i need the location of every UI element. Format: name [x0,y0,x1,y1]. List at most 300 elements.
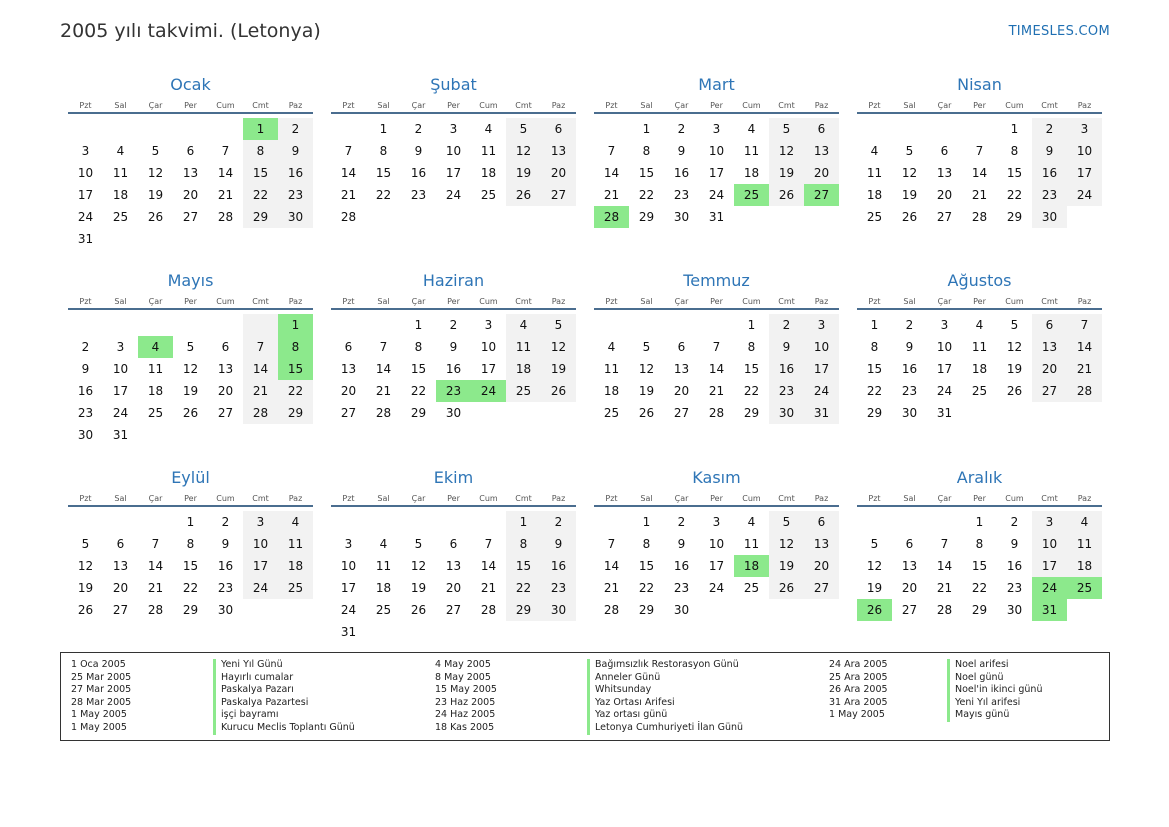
day-cell[interactable]: 5 [905,144,914,158]
day-cell[interactable]: 5 [506,118,541,140]
day-cell[interactable]: 17 [445,166,462,180]
day-cell[interactable]: 28 [340,210,357,224]
day-cell[interactable]: 17 [936,362,953,376]
day-cell[interactable]: 18 [147,384,164,398]
day-cell[interactable]: 6 [804,118,839,140]
day-cell[interactable]: 23 [217,581,234,595]
day-cell[interactable]: 19 [901,188,918,202]
day-cell[interactable]: 24 [445,188,462,202]
day-cell[interactable]: 6 [186,144,195,158]
day-cell[interactable]: 7 [151,537,160,551]
day-cell[interactable]: 8 [278,336,313,358]
day-cell[interactable]: 14 [1067,336,1102,358]
day-cell[interactable]: 6 [541,118,576,140]
day-cell[interactable]: 19 [182,384,199,398]
day-cell[interactable]: 5 [151,144,160,158]
day-cell[interactable]: 20 [1032,358,1067,380]
day-cell[interactable]: 2 [449,318,458,332]
day-cell[interactable]: 21 [971,188,988,202]
day-cell[interactable]: 5 [870,537,879,551]
day-cell[interactable]: 21 [1067,358,1102,380]
day-cell[interactable]: 28 [594,206,629,228]
day-cell[interactable]: 23 [77,406,94,420]
day-cell[interactable]: 24 [708,188,725,202]
day-cell[interactable]: 5 [769,511,804,533]
day-cell[interactable]: 24 [1067,184,1102,206]
day-cell[interactable]: 3 [243,511,278,533]
day-cell[interactable]: 23 [673,581,690,595]
day-cell[interactable]: 20 [673,384,690,398]
day-cell[interactable]: 11 [603,362,620,376]
day-cell[interactable]: 14 [603,166,620,180]
day-cell[interactable]: 7 [712,340,721,354]
day-cell[interactable]: 1 [414,318,423,332]
day-cell[interactable]: 30 [445,406,462,420]
day-cell[interactable]: 29 [638,210,655,224]
day-cell[interactable]: 29 [1006,210,1023,224]
day-cell[interactable]: 9 [278,140,313,162]
day-cell[interactable]: 13 [445,559,462,573]
day-cell[interactable]: 22 [1006,188,1023,202]
day-cell[interactable]: 7 [607,537,616,551]
day-cell[interactable]: 13 [340,362,357,376]
day-cell[interactable]: 17 [77,188,94,202]
day-cell[interactable]: 13 [217,362,234,376]
day-cell[interactable]: 9 [449,340,458,354]
day-cell[interactable]: 16 [673,559,690,573]
day-cell[interactable]: 12 [541,336,576,358]
day-cell[interactable]: 19 [506,162,541,184]
day-cell[interactable]: 2 [677,122,686,136]
day-cell[interactable]: 24 [936,384,953,398]
day-cell[interactable]: 14 [375,362,392,376]
day-cell[interactable]: 30 [1032,206,1067,228]
day-cell[interactable]: 21 [243,380,278,402]
day-cell[interactable]: 2 [677,515,686,529]
day-cell[interactable]: 22 [410,384,427,398]
day-cell[interactable]: 22 [243,184,278,206]
day-cell[interactable]: 1 [642,515,651,529]
day-cell[interactable]: 28 [1067,380,1102,402]
day-cell[interactable]: 13 [182,166,199,180]
day-cell[interactable]: 24 [804,380,839,402]
day-cell[interactable]: 18 [866,188,883,202]
day-cell[interactable]: 26 [410,603,427,617]
day-cell[interactable]: 7 [379,340,388,354]
day-cell[interactable]: 16 [77,384,94,398]
day-cell[interactable]: 2 [1010,515,1019,529]
day-cell[interactable]: 17 [340,581,357,595]
day-cell[interactable]: 6 [344,340,353,354]
day-cell[interactable]: 29 [506,599,541,621]
day-cell[interactable]: 15 [971,559,988,573]
day-cell[interactable]: 6 [940,144,949,158]
day-cell[interactable]: 1 [278,314,313,336]
day-cell[interactable]: 1 [379,122,388,136]
day-cell[interactable]: 14 [971,166,988,180]
day-cell[interactable]: 13 [112,559,129,573]
day-cell[interactable]: 11 [743,144,760,158]
day-cell[interactable]: 12 [638,362,655,376]
day-cell[interactable]: 18 [278,555,313,577]
day-cell[interactable]: 17 [804,358,839,380]
day-cell[interactable]: 19 [410,581,427,595]
day-cell[interactable]: 25 [743,581,760,595]
day-cell[interactable]: 4 [506,314,541,336]
day-cell[interactable]: 30 [278,206,313,228]
day-cell[interactable]: 8 [243,140,278,162]
day-cell[interactable]: 13 [901,559,918,573]
day-cell[interactable]: 23 [541,577,576,599]
day-cell[interactable]: 14 [243,358,278,380]
day-cell[interactable]: 6 [449,537,458,551]
day-cell[interactable]: 17 [708,166,725,180]
day-cell[interactable]: 17 [708,559,725,573]
day-cell[interactable]: 2 [1032,118,1067,140]
day-cell[interactable]: 12 [866,559,883,573]
day-cell[interactable]: 10 [243,533,278,555]
day-cell[interactable]: 22 [182,581,199,595]
day-cell[interactable]: 11 [743,537,760,551]
day-cell[interactable]: 15 [410,362,427,376]
day-cell[interactable]: 28 [243,402,278,424]
day-cell[interactable]: 19 [77,581,94,595]
day-cell[interactable]: 16 [541,555,576,577]
day-cell[interactable]: 14 [708,362,725,376]
day-cell[interactable]: 27 [340,406,357,420]
day-cell[interactable]: 27 [1032,380,1067,402]
day-cell[interactable]: 31 [77,232,94,246]
day-cell[interactable]: 11 [1067,533,1102,555]
day-cell[interactable]: 18 [1067,555,1102,577]
day-cell[interactable]: 23 [410,188,427,202]
day-cell[interactable]: 29 [638,603,655,617]
day-cell[interactable]: 14 [936,559,953,573]
day-cell[interactable]: 16 [217,559,234,573]
day-cell[interactable]: 12 [1006,340,1023,354]
day-cell[interactable]: 27 [804,184,839,206]
day-cell[interactable]: 15 [866,362,883,376]
day-cell[interactable]: 11 [480,144,497,158]
day-cell[interactable]: 14 [603,559,620,573]
day-cell[interactable]: 18 [603,384,620,398]
day-cell[interactable]: 22 [743,384,760,398]
day-cell[interactable]: 15 [1006,166,1023,180]
day-cell[interactable]: 10 [708,144,725,158]
day-cell[interactable]: 10 [1067,140,1102,162]
day-cell[interactable]: 9 [221,537,230,551]
day-cell[interactable]: 21 [708,384,725,398]
day-cell[interactable]: 4 [607,340,616,354]
day-cell[interactable]: 7 [975,144,984,158]
day-cell[interactable]: 5 [541,314,576,336]
day-cell[interactable]: 22 [866,384,883,398]
day-cell[interactable]: 27 [936,210,953,224]
day-cell[interactable]: 4 [747,515,756,529]
day-cell[interactable]: 18 [480,166,497,180]
day-cell[interactable]: 12 [506,140,541,162]
day-cell[interactable]: 11 [112,166,129,180]
day-cell[interactable]: 5 [186,340,195,354]
day-cell[interactable]: 9 [769,336,804,358]
day-cell[interactable]: 28 [217,210,234,224]
day-cell[interactable]: 24 [112,406,129,420]
day-cell[interactable]: 28 [708,406,725,420]
day-cell[interactable]: 16 [673,166,690,180]
day-cell[interactable]: 15 [638,166,655,180]
day-cell[interactable]: 24 [471,380,506,402]
day-cell[interactable]: 18 [112,188,129,202]
day-cell[interactable]: 13 [541,140,576,162]
day-cell[interactable]: 6 [116,537,125,551]
day-cell[interactable]: 11 [506,336,541,358]
day-cell[interactable]: 24 [340,603,357,617]
day-cell[interactable]: 12 [182,362,199,376]
day-cell[interactable]: 26 [1006,384,1023,398]
day-cell[interactable]: 20 [217,384,234,398]
day-cell[interactable]: 26 [541,380,576,402]
day-cell[interactable]: 30 [1006,603,1023,617]
day-cell[interactable]: 20 [936,188,953,202]
day-cell[interactable]: 2 [221,515,230,529]
day-cell[interactable]: 5 [81,537,90,551]
day-cell[interactable]: 4 [870,144,879,158]
day-cell[interactable]: 19 [769,555,804,577]
day-cell[interactable]: 7 [940,537,949,551]
day-cell[interactable]: 25 [147,406,164,420]
day-cell[interactable]: 1 [747,318,756,332]
day-cell[interactable]: 2 [905,318,914,332]
day-cell[interactable]: 10 [936,340,953,354]
day-cell[interactable]: 26 [506,184,541,206]
day-cell[interactable]: 20 [541,162,576,184]
day-cell[interactable]: 26 [638,406,655,420]
day-cell[interactable]: 8 [747,340,756,354]
day-cell[interactable]: 18 [971,362,988,376]
day-cell[interactable]: 9 [1032,140,1067,162]
day-cell[interactable]: 30 [769,402,804,424]
day-cell[interactable]: 27 [901,603,918,617]
day-cell[interactable]: 28 [147,603,164,617]
day-cell[interactable]: 7 [243,336,278,358]
day-cell[interactable]: 21 [217,188,234,202]
day-cell[interactable]: 30 [901,406,918,420]
day-cell[interactable]: 1 [870,318,879,332]
day-cell[interactable]: 21 [603,581,620,595]
day-cell[interactable]: 10 [708,537,725,551]
day-cell[interactable]: 17 [243,555,278,577]
day-cell[interactable]: 29 [410,406,427,420]
day-cell[interactable]: 24 [77,210,94,224]
day-cell[interactable]: 21 [147,581,164,595]
day-cell[interactable]: 3 [1032,511,1067,533]
day-cell[interactable]: 23 [901,384,918,398]
day-cell[interactable]: 8 [642,537,651,551]
day-cell[interactable]: 1 [186,515,195,529]
day-cell[interactable]: 26 [147,210,164,224]
day-cell[interactable]: 8 [870,340,879,354]
day-cell[interactable]: 27 [182,210,199,224]
day-cell[interactable]: 6 [1032,314,1067,336]
day-cell[interactable]: 4 [975,318,984,332]
day-cell[interactable]: 14 [147,559,164,573]
day-cell[interactable]: 26 [901,210,918,224]
day-cell[interactable]: 28 [936,603,953,617]
day-cell[interactable]: 8 [379,144,388,158]
day-cell[interactable]: 22 [375,188,392,202]
day-cell[interactable]: 29 [243,206,278,228]
day-cell[interactable]: 9 [677,144,686,158]
day-cell[interactable]: 23 [1032,184,1067,206]
day-cell[interactable]: 28 [971,210,988,224]
day-cell[interactable]: 3 [116,340,125,354]
day-cell[interactable]: 3 [81,144,90,158]
day-cell[interactable]: 7 [1067,314,1102,336]
day-cell[interactable]: 28 [603,603,620,617]
day-cell[interactable]: 15 [638,559,655,573]
day-cell[interactable]: 22 [506,577,541,599]
day-cell[interactable]: 23 [673,188,690,202]
day-cell[interactable]: 10 [480,340,497,354]
day-cell[interactable]: 20 [340,384,357,398]
day-cell[interactable]: 20 [445,581,462,595]
day-cell[interactable]: 4 [116,144,125,158]
day-cell[interactable]: 18 [734,555,769,577]
day-cell[interactable]: 11 [971,340,988,354]
day-cell[interactable]: 18 [375,581,392,595]
day-cell[interactable]: 23 [278,184,313,206]
day-cell[interactable]: 11 [147,362,164,376]
day-cell[interactable]: 12 [769,533,804,555]
day-cell[interactable]: 4 [379,537,388,551]
day-cell[interactable]: 25 [506,380,541,402]
day-cell[interactable]: 18 [743,166,760,180]
day-cell[interactable]: 24 [1032,577,1067,599]
day-cell[interactable]: 25 [603,406,620,420]
day-cell[interactable]: 22 [638,581,655,595]
brand-link[interactable]: TIMESLES.COM [1008,24,1110,39]
day-cell[interactable]: 10 [112,362,129,376]
day-cell[interactable]: 25 [1067,577,1102,599]
day-cell[interactable]: 2 [81,340,90,354]
day-cell[interactable]: 7 [607,144,616,158]
day-cell[interactable]: 3 [712,515,721,529]
day-cell[interactable]: 28 [480,603,497,617]
day-cell[interactable]: 11 [375,559,392,573]
day-cell[interactable]: 19 [1006,362,1023,376]
day-cell[interactable]: 16 [901,362,918,376]
day-cell[interactable]: 27 [112,603,129,617]
day-cell[interactable]: 19 [541,358,576,380]
day-cell[interactable]: 8 [414,340,423,354]
day-cell[interactable]: 10 [77,166,94,180]
day-cell[interactable]: 13 [1032,336,1067,358]
day-cell[interactable]: 16 [1006,559,1023,573]
day-cell[interactable]: 14 [340,166,357,180]
day-cell[interactable]: 5 [1010,318,1019,332]
day-cell[interactable]: 19 [769,162,804,184]
day-cell[interactable]: 1 [642,122,651,136]
day-cell[interactable]: 3 [449,122,458,136]
day-cell[interactable]: 17 [1032,555,1067,577]
day-cell[interactable]: 26 [857,599,892,621]
day-cell[interactable]: 27 [445,603,462,617]
day-cell[interactable]: 26 [182,406,199,420]
day-cell[interactable]: 23 [1006,581,1023,595]
day-cell[interactable]: 16 [445,362,462,376]
day-cell[interactable]: 13 [804,140,839,162]
day-cell[interactable]: 12 [147,166,164,180]
day-cell[interactable]: 6 [804,511,839,533]
day-cell[interactable]: 7 [221,144,230,158]
day-cell[interactable]: 25 [734,184,769,206]
day-cell[interactable]: 9 [414,144,423,158]
day-cell[interactable]: 1 [243,118,278,140]
day-cell[interactable]: 9 [541,533,576,555]
day-cell[interactable]: 16 [278,162,313,184]
day-cell[interactable]: 30 [673,603,690,617]
day-cell[interactable]: 6 [905,537,914,551]
day-cell[interactable]: 16 [1032,162,1067,184]
day-cell[interactable]: 30 [541,599,576,621]
day-cell[interactable]: 25 [480,188,497,202]
day-cell[interactable]: 29 [278,402,313,424]
day-cell[interactable]: 26 [769,184,804,206]
day-cell[interactable]: 21 [603,188,620,202]
day-cell[interactable]: 8 [186,537,195,551]
day-cell[interactable]: 20 [901,581,918,595]
day-cell[interactable]: 29 [182,603,199,617]
day-cell[interactable]: 3 [344,537,353,551]
day-cell[interactable]: 15 [375,166,392,180]
day-cell[interactable]: 31 [340,625,357,639]
day-cell[interactable]: 9 [905,340,914,354]
day-cell[interactable]: 8 [1010,144,1019,158]
day-cell[interactable]: 21 [340,188,357,202]
day-cell[interactable]: 31 [112,428,129,442]
day-cell[interactable]: 17 [1067,162,1102,184]
day-cell[interactable]: 7 [344,144,353,158]
day-cell[interactable]: 8 [506,533,541,555]
day-cell[interactable]: 12 [901,166,918,180]
day-cell[interactable]: 28 [375,406,392,420]
day-cell[interactable]: 16 [769,358,804,380]
day-cell[interactable]: 17 [480,362,497,376]
day-cell[interactable]: 2 [414,122,423,136]
day-cell[interactable]: 29 [743,406,760,420]
day-cell[interactable]: 22 [638,188,655,202]
day-cell[interactable]: 2 [769,314,804,336]
day-cell[interactable]: 31 [804,402,839,424]
day-cell[interactable]: 23 [769,380,804,402]
day-cell[interactable]: 30 [77,428,94,442]
day-cell[interactable]: 6 [677,340,686,354]
day-cell[interactable]: 3 [1067,118,1102,140]
day-cell[interactable]: 10 [340,559,357,573]
day-cell[interactable]: 15 [243,162,278,184]
day-cell[interactable]: 20 [112,581,129,595]
day-cell[interactable]: 15 [506,555,541,577]
day-cell[interactable]: 20 [182,188,199,202]
day-cell[interactable]: 19 [638,384,655,398]
day-cell[interactable]: 2 [278,118,313,140]
day-cell[interactable]: 9 [677,537,686,551]
day-cell[interactable]: 21 [480,581,497,595]
day-cell[interactable]: 2 [541,511,576,533]
day-cell[interactable]: 15 [743,362,760,376]
day-cell[interactable]: 3 [484,318,493,332]
day-cell[interactable]: 13 [936,166,953,180]
